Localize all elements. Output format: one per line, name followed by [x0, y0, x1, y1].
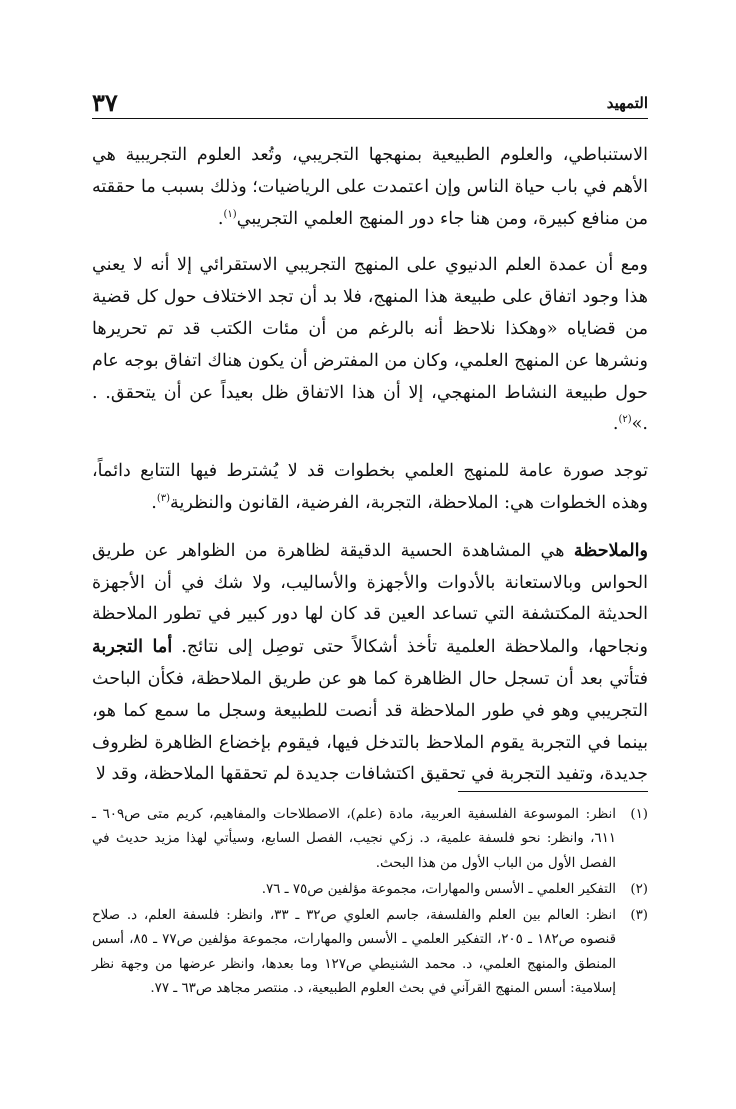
running-header: [92, 88, 648, 119]
footnote-text: انظر: العالم بين العلم والفلسفة، جاسم العلوي ص٣٢ ـ ٣٣، وانظر: فلسفة العلم، د. صلاح قنصوه ص١٨٢ ـ ٢٠٥، التفكير العلمي ـ الأسس والمهارات، مجموعة مؤلفين ص٧٧ ـ ٨٥، أسس المنطق والمنهج العلمي، د. محمد الشنيطي ص١٢٧ وما بعدها، وانظر عرضها من وجهة نظر إسلامية: أسس المنهج القرآني في بحث العلوم الطبيعية، د. منتصر مجاهد ص٦٣ ـ ٧٧.: [92, 908, 617, 997]
paragraph-4-text-a: هي المشاهدة الحسية الدقيقة لظاهرة من الظواهر عن طريق الحواس وبالاستعانة بالأدوات والأجهزة والأساليب، ولا شك في أن الأجهزة الحديثة المكتشفة التي تساعد العين قد كان لها دور كبير في تطور الملاحظة ونجاحها، والملاحظة العلمية تأخذ أشكالاً حتى توصِل إلى نتائج.: [92, 540, 648, 658]
footnote-ref-3[interactable]: (٣): [156, 493, 171, 505]
footnote-text: انظر: الموسوعة الفلسفية العربية، مادة (علم)، الاصطلاحات والمفاهيم، كريم متى ص٦٠٩ ـ ٦١١، وانظر: نحو فلسفة علمية، د. زكي نجيب، الفصل السابع، وسيأتي لهذا مزيد حديث في الفصل الأول من الباب الأول من هذا البحث.: [92, 807, 616, 871]
main-text: [92, 140, 648, 806]
paragraph-3-text: توجد صورة عامة للمنهج العلمي بخطوات قد لا يُشترط فيها التتابع دائماً، وهذه الخطوات هي: الملاحظة، التجربة، الفرضية، القانون والنظرية: [92, 461, 648, 513]
footnote-ref-2[interactable]: (٢): [618, 414, 632, 426]
paragraph-2-text: ومع أن عمدة العلم الدنيوي على المنهج التجريبي الاستقرائي إلا أنه لا يعني هذا وجود اتفاق على طبيعة هذا المنهج، فلا بد أن تجد الاختلاف حول كل قضية من قضاياه «وهكذا نلاحظ أنه بالرغم من أن مئات الكتب قد تم تحريرها ونشرها عن المنهج العلمي، وكان من المفترض أن يكون هناك اتفاق بوجه عام حول طبيعة النشاط المنهجي، إلا أن هذا الاتفاق ظل بعيداً عن أن يتحقق. . .»: [92, 255, 648, 435]
footnote-ref-1[interactable]: (١): [223, 208, 237, 220]
paragraph-2-end: .: [612, 414, 619, 435]
footnote-1: [92, 803, 648, 876]
paragraph-1-text: الاستنباطي، والعلوم الطبيعية بمنهجها التجريبي، وتُعد العلوم التجريبية هي الأهم في باب حياة الناس وإن اعتمدت على الرياضيات؛ وذلك بسبب ما حققته من منافع كبيرة، ومن هنا جاء دور المنهج العلمي التجريبي: [92, 145, 648, 229]
paragraph-3: [92, 456, 648, 520]
paragraph-4: [92, 535, 648, 791]
footnote-number: (٢): [630, 881, 648, 897]
paragraph-1: [92, 140, 648, 235]
page-number: ٣٧: [92, 88, 118, 117]
paragraph-1-end: .: [217, 208, 224, 229]
paragraph-4-text-b: فتأتي بعد أن تسجل حال الظاهرة كما هو عن طريق الملاحظة، فكأن الباحث التجريبي وهو في طور الملاحظة قد أنصت للطبيعة وسجل ما سمع كما هو، بينما في التجربة يقوم الملاحظ بالتدخل فيها، فيقوم بإخضاع الظاهرة لظروف جديدة، وتفيد التجربة في تحقيق اكتشافات جديدة لم تحققها الملاحظة، وقد لا: [92, 668, 648, 785]
term-observation: والملاحظة: [573, 539, 648, 561]
footnote-2: [92, 878, 648, 902]
paragraph-3-end: .: [151, 492, 157, 513]
footnote-number: (٣): [630, 908, 648, 924]
footnotes: [92, 803, 648, 1003]
footnote-number: (١): [630, 807, 648, 822]
chapter-title: التمهيد: [606, 94, 648, 112]
paragraph-2: [92, 250, 648, 441]
footnote-3: [92, 904, 648, 1001]
footnote-text: التفكير العلمي ـ الأسس والمهارات، مجموعة مؤلفين ص٧٥ ـ ٧٦.: [261, 881, 616, 897]
term-experiment: أما التجربة: [92, 636, 173, 658]
footnote-separator: [458, 791, 648, 792]
